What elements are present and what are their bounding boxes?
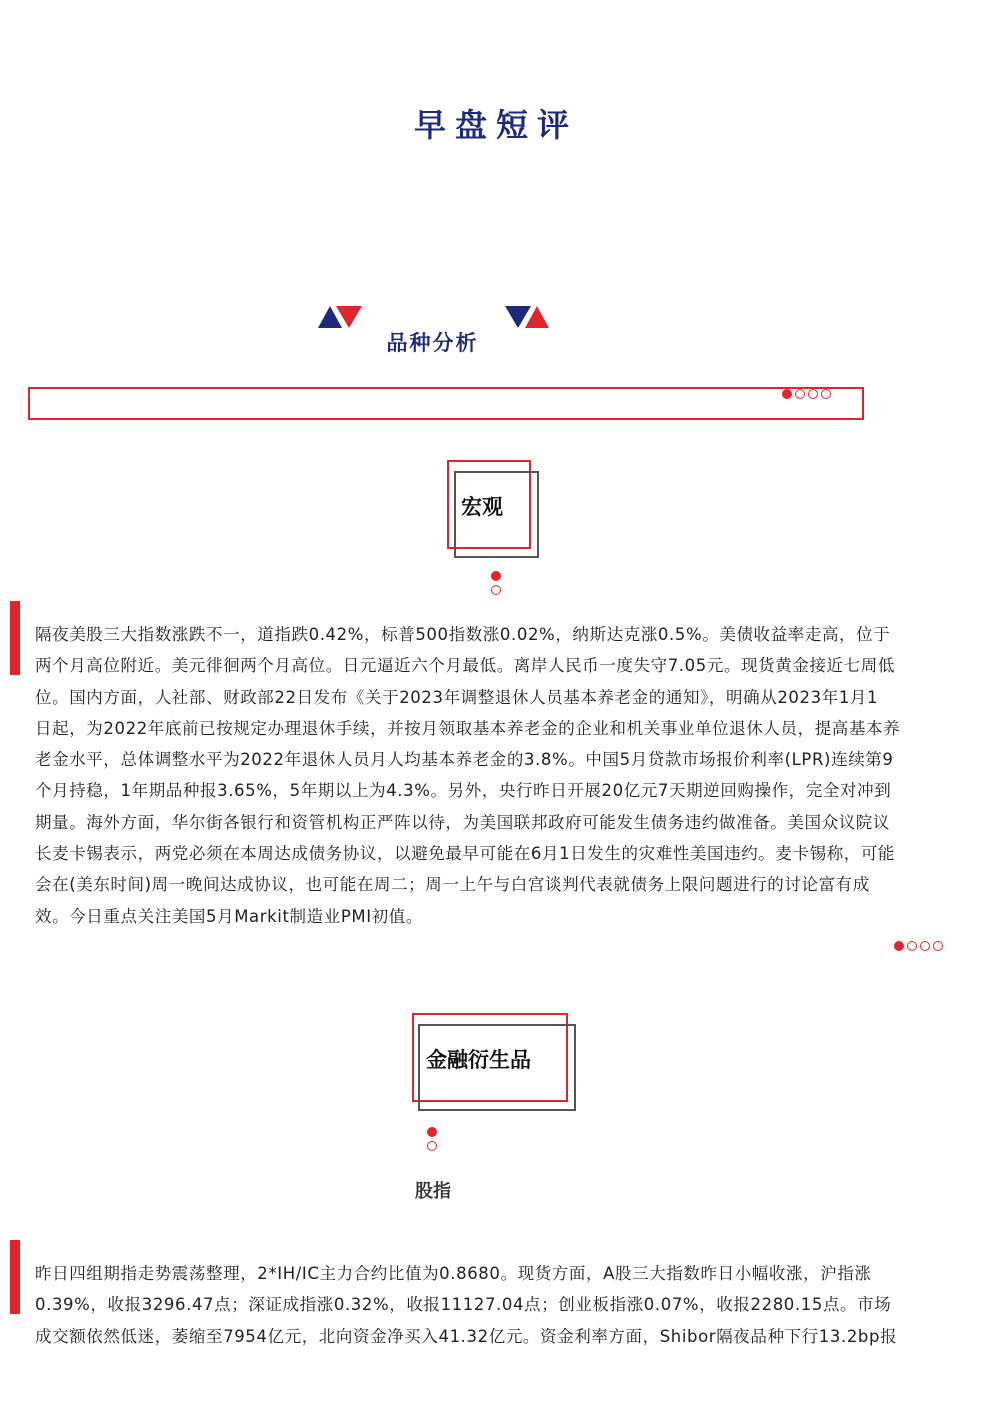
macro-line: 效。今日重点关注美国5月Markit制造业PMI初值。 <box>35 906 423 926</box>
macro-heading-frame <box>447 460 539 558</box>
derivatives-line: 0.39%，收报3296.47点；深证成指涨0.32%，收报11127.04点；创业板指涨0.07%，收报2280.15点。市场 <box>35 1295 892 1315</box>
banner-dots-icon <box>782 389 831 399</box>
macro-line: 个月持稳，1年期品种报3.65%，5年期以上为4.3%。另外，央行昨日开展20亿元7天期逆回购操作，完全对冲到 <box>35 781 892 801</box>
derivatives-heading-frame <box>412 1013 576 1111</box>
macro-paragraph <box>35 619 960 932</box>
section-banner-title: 品种分析 <box>386 331 479 355</box>
derivatives-accent-bar <box>10 1240 20 1314</box>
macro-heading: 宏观 <box>461 495 503 519</box>
macro-line: 日起，为2022年底前已按规定办理退休手续，并按月领取基本养老金的企业和机关事业单位退休人员，提高基本养 <box>35 718 901 738</box>
derivatives-line: 昨日四组期指走势震荡整理，2*IH/IC主力合约比值为0.8680。现货方面，A股三大指数昨日小幅收涨，沪指涨 <box>35 1264 872 1283</box>
macro-accent-bar <box>10 601 20 675</box>
macro-line: 隔夜美股三大指数涨跌不一，道指跌0.42%，标普500指数涨0.02%，纳斯达克涨0.5%。美债收益率走高，位于 <box>35 625 891 644</box>
macro-line: 期量。海外方面，华尔街各银行和资管机构正严阵以待，为美国联邦政府可能发生债务违约做准备。美国众议院议 <box>35 812 890 832</box>
derivatives-line: 成交额依然低迷，萎缩至7954亿元，北向资金净买入41.32亿元。资金利率方面，Shibor隔夜品种下行13.2bp报 <box>35 1326 898 1346</box>
stock-index-subheading: 股指 <box>415 1181 451 1202</box>
macro-line: 两个月高位附近。美元徘徊两个月高位。日元逼近六个月最低。离岸人民币一度失守7.05元。现货黄金接近七周低 <box>35 656 895 676</box>
triangle-ornament-left-icon <box>318 306 362 328</box>
macro-dots-icon <box>491 571 501 595</box>
triangle-ornament-right-icon <box>505 306 549 328</box>
derivatives-paragraph <box>35 1258 960 1352</box>
macro-line: 老金水平，总体调整水平为2022年退休人员月人均基本养老金的3.8%。中国5月贷款市场报价利率(LPR)连续第9 <box>35 750 894 770</box>
derivatives-heading: 金融衍生品 <box>426 1048 531 1072</box>
macro-line: 会在(美东时间)周一晚间达成协议，也可能在周二；周一上午与白宫谈判代表就债务上限问题进行的讨论富有成 <box>35 875 870 895</box>
derivatives-dots-icon <box>427 1127 437 1151</box>
page-title: 早盘短评 <box>413 106 578 144</box>
macro-line: 长麦卡锡表示，两党必须在本周达成债务协议，以避免最早可能在6月1日发生的灾难性美国违约。麦卡锡称，可能 <box>35 844 896 864</box>
macro-end-dots-icon <box>894 941 943 951</box>
section-banner-box <box>28 387 864 420</box>
macro-line: 位。国内方面，人社部、财政部22日发布《关于2023年调整退休人员基本养老金的通知》，明确从2023年1月1 <box>35 687 879 707</box>
